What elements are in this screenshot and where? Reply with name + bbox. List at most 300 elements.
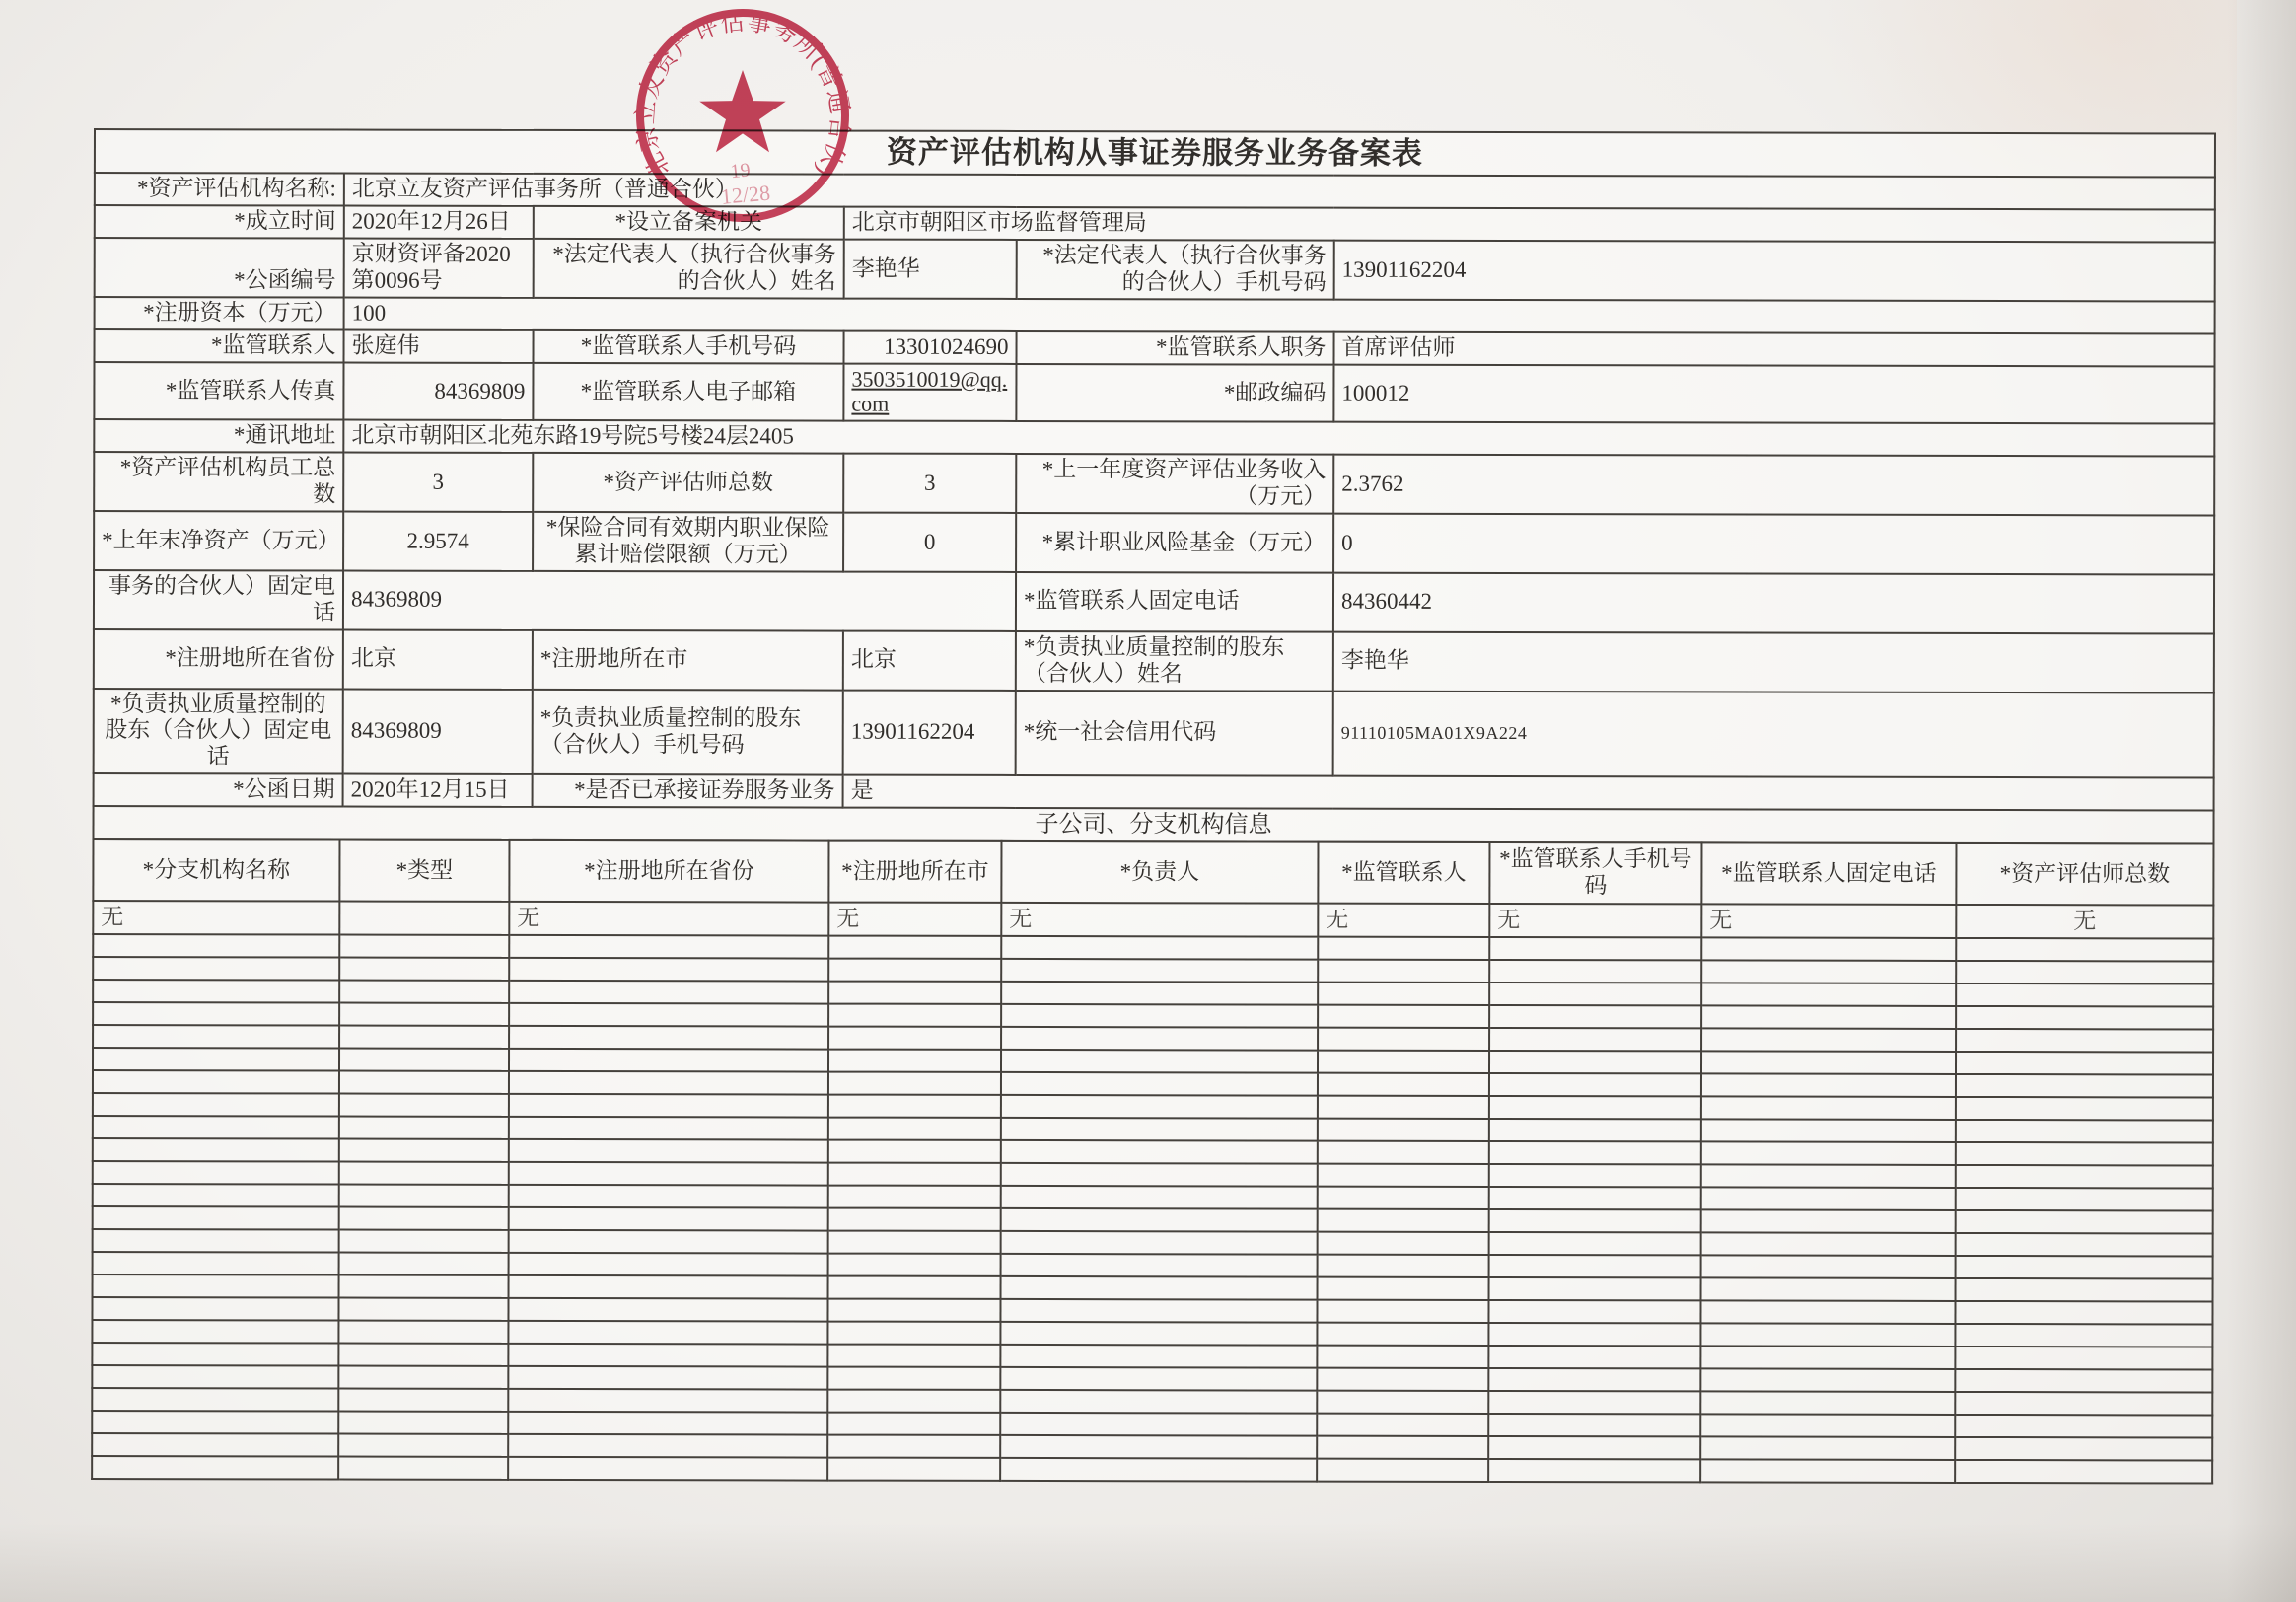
branch-col-header-province: *注册地所在省份	[509, 840, 828, 903]
branch-empty-cell	[339, 935, 509, 958]
branch-empty-cell	[1001, 1208, 1318, 1232]
field-value-registered-capital: 100	[344, 297, 2215, 333]
field-value-securities-business: 是	[843, 775, 2214, 811]
branch-empty-cell	[1488, 1459, 1700, 1482]
field-label-legal-rep-name: *法定代表人（执行合伙事务的合伙人）姓名	[534, 239, 844, 298]
branch-empty-cell	[1956, 1165, 2213, 1189]
branch-empty-cell	[509, 1117, 828, 1140]
branch-empty-cell	[1489, 1277, 1701, 1300]
branch-empty-cell	[1489, 1096, 1701, 1119]
branch-col-header-contact-mobile: *监管联系人手机号码	[1489, 842, 1701, 904]
branch-empty-cell	[338, 1412, 508, 1434]
field-label-reg-contact-title: *监管联系人职务	[1017, 331, 1334, 365]
branch-empty-cell	[1001, 1231, 1318, 1255]
branch-empty-cell	[1700, 1460, 1955, 1484]
branch-empty-cell	[1488, 1368, 1700, 1391]
branch-empty-cell	[1700, 1324, 1955, 1347]
field-value-last-year-income: 2.3762	[1333, 455, 2214, 516]
branch-empty-cell	[1317, 1414, 1488, 1436]
branch-empty-cell	[508, 1321, 827, 1345]
branch-col-header-name: *分支机构名称	[93, 839, 339, 902]
branch-empty-cell	[338, 1434, 508, 1457]
branch-empty-cell	[1000, 1435, 1317, 1459]
branch-empty-cell	[508, 1298, 827, 1322]
branch-empty-cell	[1956, 983, 2213, 1007]
branch-empty-cell	[1955, 1415, 2212, 1438]
field-label-registered-capital: *注册资本（万元）	[95, 297, 344, 329]
branch-empty-cell	[92, 1365, 338, 1389]
branch-empty-cell	[1956, 961, 2213, 984]
branch-empty-cell	[1489, 960, 1701, 983]
branch-empty-cell	[93, 1093, 339, 1117]
branch-empty-cell	[1001, 1140, 1318, 1164]
field-label-org-name: *资产评估机构名称:	[95, 173, 344, 205]
branch-empty-cell	[1956, 1233, 2213, 1257]
branch-info-table	[91, 838, 2214, 1485]
branch-empty-cell	[93, 1161, 339, 1185]
branch-empty-cell	[1001, 1050, 1318, 1073]
branch-empty-cell	[509, 1185, 828, 1208]
branch-empty-cell	[1318, 1096, 1489, 1119]
branch-empty-cell	[508, 1344, 827, 1367]
branch-cell: 无	[1701, 905, 1956, 939]
branch-header-row	[93, 839, 2213, 906]
field-value-province: 北京	[343, 629, 533, 689]
branch-empty-cell	[828, 959, 1001, 982]
branch-empty-cell	[1001, 1276, 1318, 1300]
field-value-risk-fund: 0	[1333, 514, 2214, 575]
branch-empty-cell	[339, 1049, 509, 1071]
branch-empty-cell	[509, 1003, 828, 1027]
field-value-qc-partner-name: 李艳华	[1333, 631, 2214, 692]
branch-section-title: 子公司、分支机构信息	[93, 806, 2213, 844]
field-label-letter-no: *公函编号	[95, 238, 344, 297]
branch-empty-cell	[1318, 1051, 1489, 1073]
branch-empty-cell	[339, 981, 509, 1003]
branch-empty-cell	[1488, 1436, 1700, 1459]
branch-empty-cell	[828, 936, 1001, 959]
branch-empty-cell	[828, 1276, 1001, 1299]
branch-empty-cell	[93, 1274, 339, 1298]
seal-date-fragment: 19	[729, 159, 752, 183]
branch-empty-cell	[1955, 1324, 2212, 1347]
field-value-postal-code: 100012	[1333, 364, 2214, 424]
branch-empty-cell	[1318, 1073, 1489, 1096]
branch-col-header-contact: *监管联系人	[1318, 842, 1489, 904]
branch-empty-cell	[339, 1162, 509, 1185]
field-label-insurance-limit: *保险合同有效期内职业保险累计赔偿限额（万元）	[533, 512, 843, 571]
branch-empty-cell	[828, 1004, 1001, 1027]
branch-empty-cell	[1317, 1459, 1488, 1482]
field-label-reg-contact-landline: *监管联系人固定电话	[1016, 572, 1333, 631]
branch-empty-cell	[93, 1252, 339, 1275]
branch-empty-cell	[339, 1117, 509, 1139]
field-label-qc-partner-mobile: *负责执业质量控制的股东（合伙人）手机号码	[533, 689, 843, 774]
branch-empty-cell	[1318, 1028, 1489, 1051]
branch-empty-cell	[1956, 1097, 2213, 1121]
branch-empty-cell	[1701, 1233, 1956, 1257]
branch-empty-cell	[1488, 1323, 1700, 1346]
branch-empty-cell	[92, 1297, 338, 1321]
branch-empty-cell	[1956, 1142, 2213, 1166]
branch-empty-cell	[1956, 938, 2213, 962]
branch-empty-cell	[1700, 1415, 1955, 1438]
branch-empty-cell	[339, 958, 509, 981]
branch-empty-cell	[1317, 1391, 1488, 1414]
branch-empty-cell	[92, 1433, 338, 1457]
field-value-credit-code: 91110105MA01X9A224	[1333, 691, 2214, 778]
field-value-reg-contact-landline: 84360442	[1333, 573, 2214, 634]
branch-empty-cell	[827, 1367, 1000, 1390]
branch-empty-cell	[1000, 1390, 1317, 1414]
branch-empty-cell	[828, 1072, 1001, 1095]
branch-empty-cell	[828, 1118, 1001, 1140]
branch-empty-cell	[1318, 960, 1489, 983]
branch-empty-cell	[1701, 1006, 1956, 1030]
branch-empty-cell	[1488, 1346, 1700, 1368]
branch-empty-cell	[1955, 1460, 2212, 1484]
field-label-credit-code: *统一社会信用代码	[1016, 690, 1333, 775]
branch-col-header-appraiser-total: *资产评估师总数	[1956, 843, 2213, 906]
branch-empty-cell	[1001, 1163, 1318, 1187]
branch-empty-cell	[1701, 1210, 1956, 1234]
branch-empty-cell	[509, 981, 828, 1004]
branch-empty-cell	[1956, 1188, 2213, 1211]
field-value-insurance-limit: 0	[843, 513, 1016, 572]
branch-empty-cell	[509, 1094, 828, 1118]
field-label-net-assets: *上年末净资产（万元）	[94, 511, 343, 570]
field-label-letter-date: *公函日期	[94, 773, 343, 806]
branch-empty-cell	[1317, 1323, 1488, 1346]
branch-empty-cell	[828, 1186, 1001, 1208]
field-label-securities-business: *是否已承接证券服务业务	[533, 774, 843, 808]
branch-empty-cell	[1489, 983, 1701, 1005]
field-value-legal-rep-name: 李艳华	[844, 240, 1017, 299]
branch-empty-cell	[93, 1184, 339, 1207]
branch-cell: 无	[509, 902, 828, 936]
branch-empty-cell	[509, 1207, 828, 1231]
branch-empty-cell	[508, 1434, 827, 1458]
branch-empty-cell	[93, 1206, 339, 1230]
field-label-city: *注册地所在市	[533, 630, 843, 690]
field-value-reg-contact-fax: 84369809	[343, 362, 533, 420]
branch-empty-cell	[508, 1389, 827, 1413]
branch-empty-cell	[1001, 1004, 1318, 1028]
branch-empty-cell	[1317, 1368, 1488, 1391]
branch-empty-cell	[1318, 1277, 1489, 1300]
branch-empty-cell	[339, 1275, 509, 1298]
field-label-filing-authority: *设立备案机关	[534, 206, 844, 240]
branch-empty-cell	[1955, 1301, 2212, 1325]
branch-empty-cell	[93, 1229, 339, 1253]
field-label-establish-date: *成立时间	[95, 205, 344, 238]
field-value-net-assets: 2.9574	[343, 512, 533, 571]
branch-empty-cell	[1701, 1142, 1956, 1166]
branch-empty-cell	[828, 1095, 1001, 1118]
branch-empty-cell	[338, 1321, 508, 1344]
branch-empty-cell	[338, 1298, 508, 1321]
branch-empty-cell	[508, 1366, 827, 1390]
branch-empty-cell	[339, 1253, 509, 1275]
field-value-org-name: 北京立友资产评估事务所（普通合伙）	[344, 174, 2215, 210]
branch-empty-cell	[828, 1140, 1001, 1163]
branch-empty-cell	[828, 1231, 1001, 1254]
branch-empty-cell	[93, 980, 339, 1003]
field-label-risk-fund: *累计职业风险基金（万元）	[1016, 513, 1333, 572]
branch-empty-cell	[827, 1322, 1000, 1345]
branch-empty-cell	[1489, 1005, 1701, 1028]
field-value-reg-contact-mobile: 13301024690	[844, 330, 1017, 363]
branch-empty-cell	[1001, 982, 1318, 1005]
branch-empty-cell	[1701, 1165, 1956, 1189]
branch-empty-cell	[1001, 1027, 1318, 1051]
branch-empty-cell	[1489, 1141, 1701, 1164]
branch-empty-cell	[828, 1254, 1001, 1276]
branch-empty-cell	[1956, 1210, 2213, 1234]
branch-empty-cell	[1000, 1367, 1317, 1391]
field-value-establish-date: 2020年12月26日	[344, 206, 534, 239]
branch-empty-cell	[93, 1002, 339, 1026]
branch-empty-cell	[1700, 1347, 1955, 1370]
field-value-partner-landline: 84369809	[343, 570, 1016, 630]
branch-empty-cell	[339, 1139, 509, 1162]
branch-empty-cell	[1488, 1414, 1700, 1436]
field-value-legal-rep-mobile: 13901162204	[1334, 241, 2215, 302]
branch-empty-cell	[339, 1003, 509, 1026]
branch-empty-cell	[509, 1253, 828, 1276]
branch-empty-cell	[1489, 1073, 1701, 1096]
branch-empty-cell	[1701, 1256, 1956, 1279]
branch-empty-cell	[1956, 1052, 2213, 1075]
branch-cell: 无	[828, 903, 1001, 936]
field-value-reg-contact: 张庭伟	[344, 329, 534, 362]
branch-empty-cell	[339, 1026, 509, 1049]
field-label-postal-code: *邮政编码	[1016, 364, 1333, 422]
branch-empty-cell	[827, 1458, 1000, 1481]
field-value-address: 北京市朝阳区北苑东路19号院5号楼24层2405	[343, 420, 2214, 457]
branch-empty-cell	[1318, 1255, 1489, 1277]
branch-empty-rows	[92, 934, 2213, 1484]
branch-empty-cell	[1318, 1164, 1489, 1187]
field-value-appraiser-total: 3	[843, 454, 1016, 513]
branch-empty-cell	[1317, 1346, 1488, 1368]
branch-empty-cell	[92, 1343, 338, 1366]
branch-empty-cell	[92, 1320, 338, 1344]
branch-empty-cell	[338, 1344, 508, 1366]
branch-empty-cell	[1488, 1300, 1700, 1323]
branch-empty-cell	[93, 1070, 339, 1094]
branch-cell: 无	[1001, 903, 1318, 937]
branch-empty-cell	[1001, 1072, 1318, 1096]
branch-empty-cell	[1318, 1141, 1489, 1164]
branch-empty-cell	[1000, 1322, 1317, 1346]
branch-col-header-principal: *负责人	[1001, 841, 1318, 904]
field-value-staff-total: 3	[343, 453, 533, 512]
branch-empty-cell	[1701, 1074, 1956, 1098]
branch-empty-cell	[1489, 1164, 1701, 1187]
branch-empty-cell	[509, 1275, 828, 1299]
email-link-text: 3503510019@qq.com	[851, 366, 1008, 417]
branch-cell: 无	[1489, 904, 1701, 937]
branch-cell: 无	[1318, 904, 1489, 937]
branch-empty-cell	[1001, 1095, 1318, 1119]
branch-empty-cell	[1701, 1029, 1956, 1053]
branch-empty-cell	[1318, 1005, 1489, 1028]
branch-empty-cell	[1318, 1119, 1489, 1141]
branch-empty-cell	[92, 1411, 338, 1434]
seal-arc-text: 北京立友资产评估事务所(普通合伙)	[632, 8, 853, 183]
branch-empty-cell	[339, 1207, 509, 1230]
branch-empty-cell	[827, 1299, 1000, 1322]
branch-empty-cell	[828, 1050, 1001, 1072]
branch-empty-cell	[1701, 1278, 1956, 1302]
branch-empty-cell	[1956, 1006, 2213, 1030]
branch-empty-cell	[1489, 1255, 1701, 1277]
branch-empty-cell	[1701, 1097, 1956, 1121]
branch-empty-cell	[828, 1027, 1001, 1050]
field-label-last-year-income: *上一年度资产评估业务收入（万元）	[1016, 454, 1333, 513]
branch-empty-cell	[1701, 1120, 1956, 1143]
branch-empty-cell	[92, 1388, 338, 1412]
field-value-letter-date: 2020年12月15日	[343, 774, 533, 807]
branch-empty-cell	[1955, 1369, 2212, 1393]
branch-empty-cell	[1001, 959, 1318, 983]
branch-empty-cell	[1701, 983, 1956, 1007]
branch-empty-cell	[339, 1094, 509, 1117]
field-label-appraiser-total: *资产评估师总数	[533, 453, 843, 512]
branch-empty-cell	[1317, 1300, 1488, 1323]
branch-empty-cell	[1956, 1074, 2213, 1098]
branch-empty-cell	[509, 1026, 828, 1050]
branch-empty-cell	[1701, 1052, 1956, 1075]
branch-empty-cell	[1700, 1301, 1955, 1325]
branch-empty-cell	[1956, 1120, 2213, 1143]
branch-empty-cell	[1000, 1413, 1317, 1436]
branch-empty-cell	[1318, 1232, 1489, 1255]
branch-cell: 无	[1956, 905, 2213, 939]
filing-form	[91, 128, 2214, 1485]
branch-empty-cell	[827, 1390, 1000, 1413]
branch-empty-cell	[93, 957, 339, 981]
branch-empty-cell	[509, 1139, 828, 1163]
field-label-province: *注册地所在省份	[94, 629, 343, 689]
branch-empty-cell	[509, 1230, 828, 1254]
branch-empty-cell	[93, 1048, 339, 1071]
branch-empty-cell	[1700, 1369, 1955, 1393]
branch-empty-cell	[339, 1071, 509, 1094]
branch-empty-cell	[827, 1345, 1000, 1367]
branch-empty-cell	[827, 1435, 1000, 1458]
branch-cell: 无	[93, 901, 339, 935]
field-label-qc-partner-landline: *负责执业质量控制的股东（合伙人）固定电话	[94, 689, 343, 774]
field-value-qc-partner-mobile: 13901162204	[843, 690, 1016, 775]
branch-empty-cell	[509, 1162, 828, 1186]
page-edge-shadow-bottom	[0, 1523, 2296, 1602]
branch-empty-cell	[93, 1025, 339, 1049]
branch-empty-cell	[1318, 983, 1489, 1005]
branch-empty-cell	[1701, 1188, 1956, 1211]
branch-empty-cell	[339, 1230, 509, 1253]
branch-empty-cell	[1489, 1119, 1701, 1141]
branch-empty-cell	[1955, 1347, 2212, 1370]
branch-empty-cell	[1001, 936, 1318, 960]
branch-empty-cell	[1956, 1278, 2213, 1302]
branch-empty-cell	[1701, 961, 1956, 984]
branch-empty-cell	[338, 1457, 508, 1480]
branch-empty-cell	[339, 1185, 509, 1207]
branch-col-header-type: *类型	[339, 840, 509, 902]
branch-empty-cell	[1701, 938, 1956, 962]
branch-empty-cell	[1955, 1392, 2212, 1416]
field-label-reg-contact-email: *监管联系人电子邮箱	[533, 363, 843, 421]
page-edge-shadow-right	[2227, 0, 2296, 1602]
branch-empty-cell	[1489, 1051, 1701, 1073]
branch-empty-cell	[1001, 1186, 1318, 1209]
field-label-address: *通讯地址	[94, 419, 343, 452]
field-label-reg-contact-mobile: *监管联系人手机号码	[534, 330, 844, 364]
field-value-letter-no: 京财资评备2020第0096号	[344, 239, 534, 298]
branch-empty-cell	[1488, 1391, 1700, 1414]
branch-empty-cell	[827, 1413, 1000, 1435]
branch-empty-cell	[92, 1456, 338, 1480]
branch-empty-cell	[338, 1389, 508, 1412]
branch-empty-cell	[1489, 937, 1701, 960]
branch-empty-cell	[93, 934, 339, 958]
branch-row-none	[93, 901, 2213, 939]
branch-empty-cell	[1700, 1437, 1955, 1461]
branch-empty-cell	[1318, 937, 1489, 960]
field-value-city: 北京	[843, 630, 1016, 690]
branch-empty-cell	[1000, 1458, 1317, 1482]
branch-empty-cell	[1318, 1209, 1489, 1232]
branch-empty-cell	[1489, 1232, 1701, 1255]
field-value-filing-authority: 北京市朝阳区市场监督管理局	[844, 207, 2215, 243]
branch-empty-row	[92, 1456, 2212, 1484]
branch-empty-cell	[508, 1457, 827, 1481]
branch-empty-cell	[93, 1138, 339, 1162]
branch-empty-cell	[828, 982, 1001, 1004]
filing-form-table	[92, 128, 2216, 845]
branch-empty-cell	[509, 1071, 828, 1095]
branch-empty-cell	[1489, 1187, 1701, 1209]
seal-date-mark: 12/28	[719, 180, 771, 209]
field-value-reg-contact-title: 首席评估师	[1334, 331, 2215, 366]
branch-empty-cell	[1955, 1437, 2212, 1461]
branch-empty-cell	[1001, 1254, 1318, 1277]
field-label-partner-landline: 事务的合伙人）固定电话	[94, 570, 343, 629]
branch-empty-cell	[509, 1049, 828, 1072]
field-label-legal-rep-mobile: *法定代表人（执行合伙事务的合伙人）手机号码	[1017, 240, 1334, 299]
branch-cell	[339, 902, 509, 935]
field-label-qc-partner-name: *负责执业质量控制的股东（合伙人）姓名	[1016, 631, 1333, 691]
branch-empty-cell	[1000, 1345, 1317, 1368]
branch-empty-cell	[1489, 1028, 1701, 1051]
branch-col-header-city: *注册地所在市	[828, 841, 1001, 903]
branch-empty-cell	[1317, 1436, 1488, 1459]
branch-empty-cell	[828, 1208, 1001, 1231]
branch-empty-cell	[1318, 1187, 1489, 1209]
branch-empty-cell	[1000, 1299, 1317, 1323]
field-value-reg-contact-email	[843, 363, 1016, 421]
field-label-staff-total: *资产评估机构员工总数	[94, 452, 343, 511]
branch-empty-cell	[1700, 1392, 1955, 1416]
form-title: 资产评估机构从事证券服务业务备案表	[95, 129, 2215, 178]
branch-empty-cell	[1956, 1029, 2213, 1053]
branch-empty-cell	[1489, 1209, 1701, 1232]
branch-empty-cell	[509, 958, 828, 982]
branch-empty-cell	[338, 1366, 508, 1389]
branch-col-header-contact-landline: *监管联系人固定电话	[1701, 843, 1956, 906]
